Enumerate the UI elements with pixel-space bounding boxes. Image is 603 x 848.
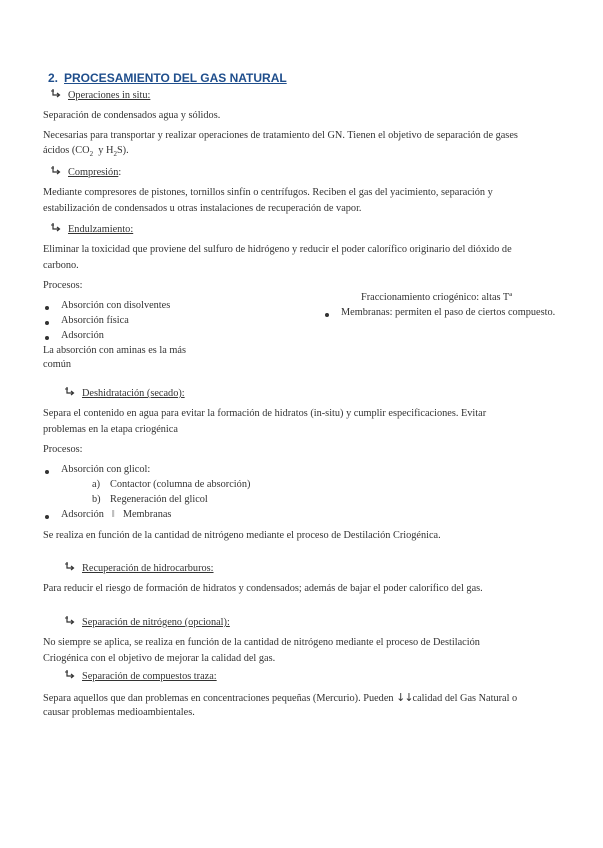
- endulzamiento-procesos-label: Procesos:: [43, 280, 83, 291]
- separator: ‖: [111, 509, 115, 520]
- arrow-bullet-icon: [50, 88, 62, 100]
- compresion-line1: Mediante compresores de pistones, tornillos sinfín o centrífugos. Reciben el gas del yacimiento, separación y: [43, 187, 493, 198]
- deshidratacion-line1: Separa el contenido en agua para evitar la formación de hidratos (in-situ) y cumplir especificaciones. Evitar: [43, 408, 487, 419]
- operaciones-p2-line1: Necesarias para transportar y realizar operaciones de tratamiento del GN. Tienen el objetivo de separación de gases: [43, 130, 518, 141]
- traza-line2: causar problemas medioambientales.: [43, 707, 195, 718]
- arrow-bullet-icon: [64, 386, 76, 398]
- arrow-bullet-icon: [64, 561, 76, 573]
- endulzamiento-heading: Endulzamiento:: [68, 224, 134, 235]
- list-item: Absorción física: [61, 315, 129, 326]
- arrow-bullet-icon: [64, 669, 76, 681]
- section-heading: [48, 71, 287, 85]
- compresion-heading: Compresión:: [68, 167, 122, 178]
- sublist-item: Contactor (columna de absorción): [110, 479, 251, 490]
- endulzamiento-note-line2: común: [43, 359, 72, 370]
- operaciones-heading: Operaciones in situ:: [68, 90, 151, 101]
- compresion-line2: estabilización de condensados u otras instalaciones de recuperación de vapor.: [43, 203, 362, 214]
- sublist-marker: b): [92, 494, 101, 505]
- nitrogeno-line2: Criogénica con el objetivo de mejorar la calidad del gas.: [43, 653, 276, 664]
- endulzamiento-right-line: Fraccionamiento criogénico: altas Tª: [361, 292, 513, 303]
- deshidratacion-procesos-label: Procesos:: [43, 444, 83, 455]
- deshidratacion-line2: problemas en la etapa criogénica: [43, 424, 178, 435]
- list-item: Adsorción: [61, 330, 104, 341]
- recuperacion-heading: Recuperación de hidrocarburos:: [82, 563, 214, 574]
- double-down-arrow-icon: ↓↓: [396, 691, 413, 704]
- arrow-bullet-icon: [50, 222, 62, 234]
- endulzamiento-line2: carbono.: [43, 260, 79, 271]
- section-number: 2.: [48, 71, 59, 85]
- sublist-marker: a): [92, 479, 100, 490]
- deshidratacion-after: Se realiza en función de la cantidad de nitrógeno mediante el proceso de Destilación Criogénica.: [43, 530, 441, 541]
- endulzamiento-right-item: Membranas: permiten el paso de ciertos compuesto.: [341, 307, 556, 318]
- list-item: Absorción con disolventes: [61, 300, 171, 311]
- recuperacion-line1: Para reducir el riesgo de formación de hidratos y condensados; además de bajar el poder calorífico del gas.: [43, 583, 483, 594]
- arrow-bullet-icon: [64, 615, 76, 627]
- bullet-icon: [325, 313, 329, 317]
- traza-heading: Separación de compuestos traza:: [82, 671, 217, 682]
- endulzamiento-line1: Eliminar la toxicidad que proviene del sulfuro de hidrógeno y reducir el poder calorífico originario del dióxido de: [43, 244, 512, 255]
- operaciones-p2-line2: ácidos ($CO_2$ y $H_2S$).: [43, 145, 129, 159]
- bullet-icon: [45, 470, 49, 474]
- bullet-icon: [45, 515, 49, 519]
- list-item: Adsorción ‖ Membranas: [61, 509, 172, 520]
- operaciones-p1: Separación de condensados agua y sólidos.: [43, 110, 221, 121]
- bullet-icon: [45, 321, 49, 325]
- bullet-icon: [45, 306, 49, 310]
- nitrogeno-heading: Separación de nitrógeno (opcional):: [82, 617, 230, 628]
- sublist-item: Regeneración del glicol: [110, 494, 208, 505]
- arrow-bullet-icon: [50, 165, 62, 177]
- traza-line1: Separa aquellos que dan problemas en concentraciones pequeñas (Mercurio). Pueden ↓↓calidad del Gas Natural o: [43, 691, 518, 704]
- nitrogeno-line1: No siempre se aplica, se realiza en función de la cantidad de nitrógeno mediante el proceso de Destilación: [43, 637, 480, 648]
- section-title: PROCESAMIENTO DEL GAS NATURAL: [64, 71, 287, 85]
- endulzamiento-note-line1: La absorción con aminas es la más: [43, 345, 186, 356]
- list-item: Absorción con glicol:: [61, 464, 151, 475]
- bullet-icon: [45, 336, 49, 340]
- deshidratacion-heading: Deshidratación (secado):: [82, 388, 185, 399]
